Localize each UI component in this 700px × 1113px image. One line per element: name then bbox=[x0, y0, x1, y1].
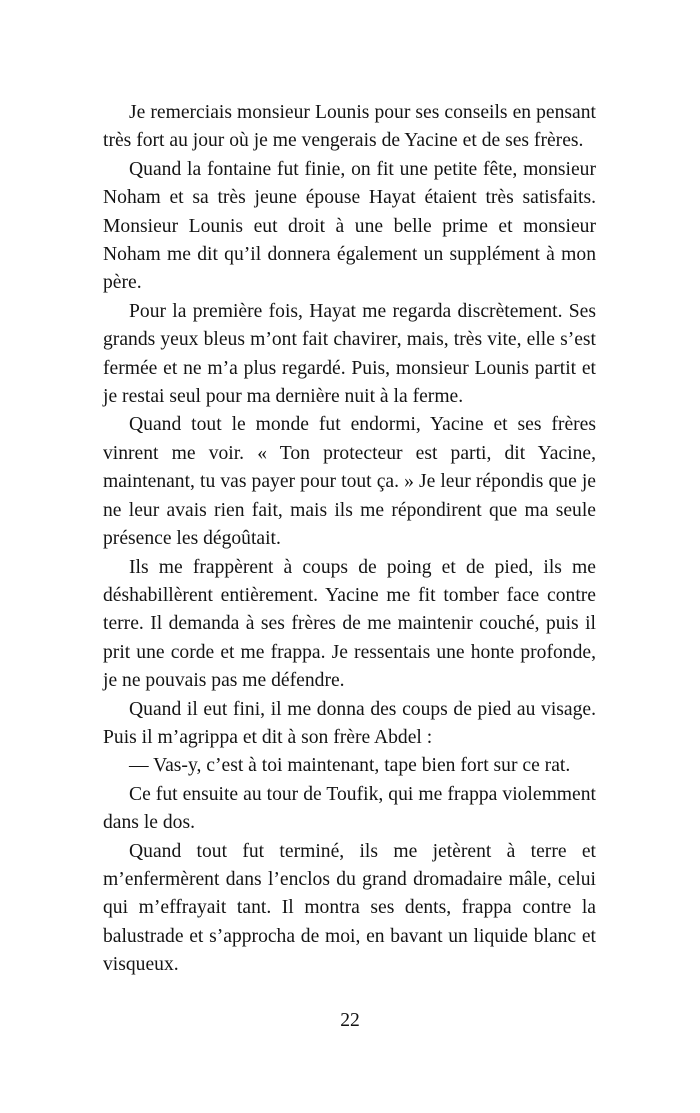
paragraph: Quand tout fut terminé, ils me jetèrent à terre et m’enfermèrent dans l’enclos du grand dromadaire mâle, celui qui m’effrayait tant. Il montra ses dents, frappa contre la balustrade et s’approcha de moi, en bavant un liquide blanc et visqueux. bbox=[103, 840, 596, 976]
paragraph: Quand il eut fini, il me donna des coups de pied au visage. Puis il m’agrippa et dit à son frère Abdel : bbox=[103, 698, 596, 748]
paragraph: Quand la fontaine fut finie, on fit une petite fête, monsieur Noham et sa très jeune épouse Hayat étaient très satisfaits. Monsieur Lounis eut droit à une belle prime et monsieur Noham me dit qu’il donnera également un supplément à mon père. bbox=[103, 158, 596, 294]
paragraph: Quand tout le monde fut endormi, Yacine et ses frères vinrent me voir. « Ton protecteur est parti, dit Yacine, maintenant, tu vas payer pour tout ça. » Je leur répondis que je ne leur avais rien fait, mais ils me répondirent que ma seule présence les dégoûtait. bbox=[103, 414, 596, 550]
paragraph: Ils me frappèrent à coups de poing et de pied, ils me déshabillèrent entièrement. Yacine me fit tomber face contre terre. Il demanda à ses frères de me maintenir couché, puis il prit une corde et me frappa. Je ressentais une honte profonde, je ne pouvais pas me défendre. bbox=[103, 556, 596, 692]
paragraph: Ce fut ensuite au tour de Toufik, qui me frappa violemment dans le dos. bbox=[103, 783, 596, 834]
dialogue-line: — Vas-y, c’est à toi maintenant, tape bien fort sur ce rat. bbox=[129, 755, 571, 777]
page-number: 22 bbox=[340, 1010, 360, 1031]
paragraph: Je remerciais monsieur Lounis pour ses conseils en pensant très fort au jour où je me vengerais de Yacine et de ses frères. bbox=[103, 102, 596, 152]
paragraph: Pour la première fois, Hayat me regarda discrètement. Ses grands yeux bleus m’ont fait chavirer, mais, très vite, elle s’est fermée et ne m’a plus regardé. Puis, monsieur Lounis partit et je restai seul pour ma dernière nuit à la ferme. bbox=[103, 300, 596, 408]
body-text bbox=[103, 99, 596, 980]
